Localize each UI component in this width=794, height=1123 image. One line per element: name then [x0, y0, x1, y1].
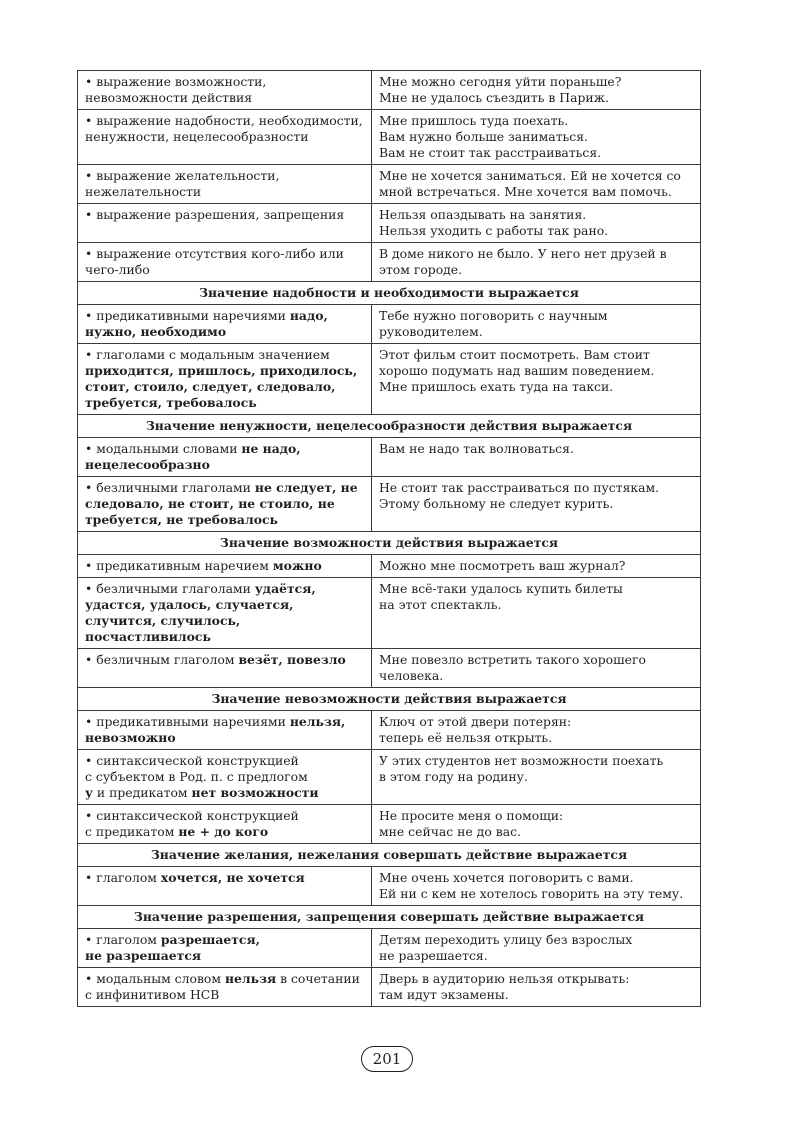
meaning-text: • модальным словом — [85, 971, 225, 986]
meaning-text: • синтаксической конструкцией с субъектом в Род. п. с предлогом — [85, 753, 308, 784]
meaning-cell — [78, 578, 372, 649]
example-cell: Дверь в аудиторию нельзя открывать: там идут экзамены. — [372, 968, 701, 1007]
example-cell: Детям переходить улицу без взрослых не разрешается. — [372, 929, 701, 968]
bold-term: нельзя — [224, 971, 277, 986]
section-heading-row — [78, 532, 701, 555]
example-cell: Мне можно сегодня уйти пораньше? Мне не удалось съездить в Париж. — [372, 71, 701, 110]
bold-term: приходится, пришлось, приходилось, стоит, стоило, следует, следовало, требуется, требовалось — [85, 363, 358, 410]
example-cell: Мне повезло встретить такого хорошего человека. — [372, 649, 701, 688]
table-row — [78, 929, 701, 968]
example-cell: Можно мне посмотреть ваш журнал? — [372, 555, 701, 578]
table-row — [78, 110, 701, 165]
grammar-table-body — [78, 71, 701, 1007]
bold-term: нет возможности — [191, 785, 319, 800]
example-cell: Нельзя опаздывать на занятия. Нельзя уходить с работы так рано. — [372, 204, 701, 243]
section-heading: Значение ненужности, нецелесообразности действия выражается — [78, 415, 701, 438]
table-row — [78, 477, 701, 532]
table-row — [78, 71, 701, 110]
meaning-cell — [78, 71, 372, 110]
example-cell: Вам не надо так волноваться. — [372, 438, 701, 477]
meaning-cell — [78, 344, 372, 415]
meaning-cell — [78, 110, 372, 165]
bold-term: у — [85, 785, 93, 800]
table-row — [78, 805, 701, 844]
bold-term: разрешается, не разрешается — [85, 932, 260, 963]
meaning-text: в сочетании с инфинитивом НСВ — [85, 971, 360, 1002]
example-cell: Тебе нужно поговорить с научным руководителем. — [372, 305, 701, 344]
example-cell: Этот фильм стоит посмотреть. Вам стоит хорошо подумать над вашим поведением. Мне пришлось ехать туда на такси. — [372, 344, 701, 415]
grammar-table — [77, 70, 701, 1007]
meaning-cell — [78, 867, 372, 906]
section-heading: Значение невозможности действия выражается — [78, 688, 701, 711]
table-row — [78, 344, 701, 415]
section-heading-row — [78, 844, 701, 867]
example-cell: Мне всё-таки удалось купить билеты на этот спектакль. — [372, 578, 701, 649]
meaning-text: • предикативными наречиями — [85, 714, 290, 729]
meaning-text: и предикатом — [92, 785, 192, 800]
table-row — [78, 204, 701, 243]
meaning-cell — [78, 477, 372, 532]
section-heading-row — [78, 688, 701, 711]
meaning-cell — [78, 711, 372, 750]
section-heading: Значение возможности действия выражается — [78, 532, 701, 555]
meaning-cell — [78, 929, 372, 968]
table-row — [78, 165, 701, 204]
bold-term: не следует, не следовало, не стоит, не стоило, не требуется, не требовалось — [85, 480, 358, 527]
table-row — [78, 438, 701, 477]
example-cell: Мне пришлось туда поехать. Вам нужно больше заниматься. Вам не стоит так расстраиваться. — [372, 110, 701, 165]
meaning-cell — [78, 305, 372, 344]
table-row — [78, 968, 701, 1007]
meaning-text: • выражение разрешения, запрещения — [85, 207, 345, 222]
table-row — [78, 578, 701, 649]
meaning-text: • глаголами с модальным значением — [85, 347, 330, 362]
table-row — [78, 711, 701, 750]
meaning-cell — [78, 649, 372, 688]
example-cell: Не стоит так расстраиваться по пустякам. Этому больному не следует курить. — [372, 477, 701, 532]
example-cell: В доме никого не было. У него нет друзей в этом городе. — [372, 243, 701, 282]
meaning-text: • выражение желательности, нежелательности — [85, 168, 280, 199]
meaning-cell — [78, 555, 372, 578]
meaning-cell — [78, 243, 372, 282]
table-row — [78, 750, 701, 805]
section-heading-row — [78, 906, 701, 929]
example-cell: У этих студентов нет возможности поехать в этом году на родину. — [372, 750, 701, 805]
meaning-cell — [78, 805, 372, 844]
table-row — [78, 867, 701, 906]
meaning-text: • глаголом — [85, 932, 161, 947]
bold-term: хочется, не хочется — [160, 870, 305, 885]
section-heading: Значение надобности и необходимости выражается — [78, 282, 701, 305]
meaning-text: • безличными глаголами — [85, 581, 255, 596]
meaning-cell — [78, 750, 372, 805]
bold-term: надо, нужно, необходимо — [85, 308, 328, 339]
meaning-cell — [78, 438, 372, 477]
table-row — [78, 555, 701, 578]
bold-term: удаётся, удастся, удалось, случается, случится, случилось, посчастливилось — [85, 581, 316, 644]
meaning-text: • модальными словами — [85, 441, 242, 456]
example-cell: Мне очень хочется поговорить с вами. Ей ни с кем не хотелось говорить на эту тему. — [372, 867, 701, 906]
bold-term: не надо, нецелесообразно — [85, 441, 301, 472]
example-cell: Ключ от этой двери потерян: теперь её нельзя открыть. — [372, 711, 701, 750]
section-heading-row — [78, 415, 701, 438]
example-cell: Мне не хочется заниматься. Ей не хочется со мной встречаться. Мне хочется вам помочь. — [372, 165, 701, 204]
page-number: 201 — [361, 1046, 413, 1072]
example-cell: Не просите меня о помощи: мне сейчас не до вас. — [372, 805, 701, 844]
meaning-text: • безличным глаголом — [85, 652, 239, 667]
meaning-text: • предикативными наречиями — [85, 308, 290, 323]
meaning-text: • предикативным наречием — [85, 558, 273, 573]
meaning-text: • выражение отсутствия кого-либо или чего-либо — [85, 246, 344, 277]
meaning-cell — [78, 204, 372, 243]
bold-term: нельзя, невозможно — [85, 714, 346, 745]
meaning-text: • глаголом — [85, 870, 161, 885]
meaning-cell — [78, 968, 372, 1007]
meaning-text: • выражение надобности, необходимости, ненужности, нецелесообразности — [85, 113, 363, 144]
bold-term: не + до кого — [178, 824, 269, 839]
meaning-text: • выражение возможности, невозможности действия — [85, 74, 267, 105]
section-heading: Значение разрешения, запрещения совершать действие выражается — [78, 906, 701, 929]
bold-term: можно — [272, 558, 322, 573]
table-row — [78, 243, 701, 282]
table-row — [78, 649, 701, 688]
meaning-cell — [78, 165, 372, 204]
table-row — [78, 305, 701, 344]
section-heading: Значение желания, нежелания совершать действие выражается — [78, 844, 701, 867]
bold-term: везёт, повезло — [238, 652, 346, 667]
meaning-text: • безличными глаголами — [85, 480, 255, 495]
meaning-text: • синтаксической конструкцией с предикатом — [85, 808, 299, 839]
section-heading-row — [78, 282, 701, 305]
